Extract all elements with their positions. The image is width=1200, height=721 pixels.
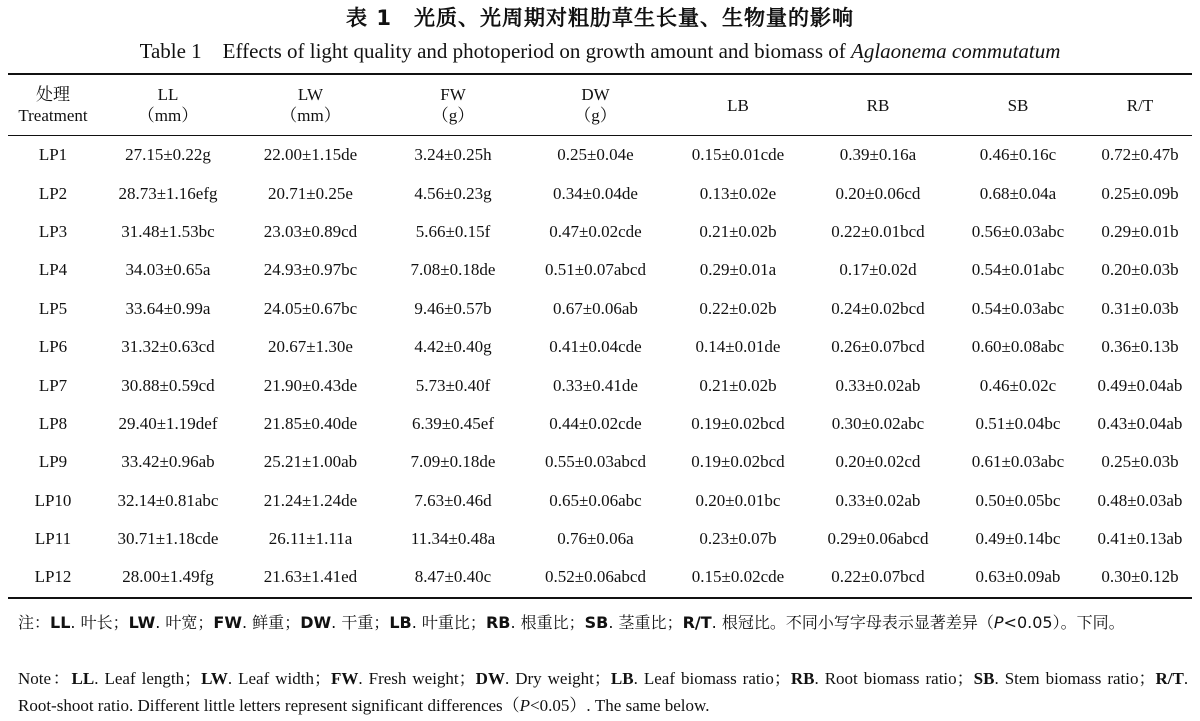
value-cell: 5.66±0.15f xyxy=(415,221,491,241)
table-row xyxy=(8,520,1192,558)
value-cell: 28.00±1.49fg xyxy=(122,567,214,587)
value-cell: 0.20±0.02cd xyxy=(835,452,921,472)
value-cell: 0.19±0.02bcd xyxy=(691,452,785,472)
abbreviation-meaning: 茎重比 xyxy=(618,613,667,632)
table-title-english-text: Table 1 Effects of light quality and photoperiod on growth amount and biomass of xyxy=(139,39,852,63)
treatment-cell: LP10 xyxy=(34,490,72,510)
value-cell: 30.71±1.18cde xyxy=(117,529,219,549)
value-cell: 28.73±1.16efg xyxy=(118,183,218,203)
abbreviation-meaning: Root biomass ratio xyxy=(824,669,957,688)
treatment-cell: LP9 xyxy=(38,452,68,472)
abbreviation: R/T xyxy=(1155,669,1184,688)
value-cell: 0.33±0.02ab xyxy=(835,490,921,510)
value-cell: 0.26±0.07bcd xyxy=(831,337,925,357)
value-cell: 0.22±0.07bcd xyxy=(831,567,925,587)
p-symbol: P xyxy=(519,696,531,715)
table-row xyxy=(8,251,1192,289)
value-cell: 8.47±0.40c xyxy=(414,567,492,587)
value-cell: 0.52±0.06abcd xyxy=(545,567,646,587)
table-row xyxy=(8,405,1192,443)
abbreviation: LL xyxy=(71,669,95,688)
note-label: Note： xyxy=(18,669,72,688)
table-row xyxy=(8,558,1192,597)
value-cell: 6.39±0.45ef xyxy=(411,413,495,433)
abbreviation: LW xyxy=(201,669,228,688)
results-table xyxy=(8,73,1192,599)
value-cell: 0.39±0.16a xyxy=(839,145,917,165)
treatment-cell: LP4 xyxy=(38,260,68,280)
value-cell: 0.56±0.03abc xyxy=(971,221,1065,241)
abbreviation: LW xyxy=(128,613,156,632)
value-cell: 21.85±0.40de xyxy=(263,413,358,433)
abbreviation: SB xyxy=(584,613,609,632)
value-cell: 0.15±0.02cde xyxy=(691,567,785,587)
treatment-cell: LP5 xyxy=(38,298,68,318)
value-cell: 0.67±0.06ab xyxy=(553,298,638,318)
column-header-label: FW xyxy=(440,85,466,104)
value-cell: 0.54±0.01abc xyxy=(971,260,1065,280)
value-cell: 0.43±0.04ab xyxy=(1097,413,1183,433)
value-cell: 33.42±0.96ab xyxy=(121,452,215,472)
abbreviation: LL xyxy=(50,613,71,632)
abbreviation: RB xyxy=(485,613,511,632)
abbreviation: R/T xyxy=(682,613,712,632)
value-cell: 4.42±0.40g xyxy=(414,337,492,357)
note-closing-text: ）。下同。 xyxy=(1052,613,1125,632)
value-cell: 0.51±0.04bc xyxy=(975,413,1061,433)
value-cell: 0.33±0.02ab xyxy=(835,375,921,395)
column-header-label: LL xyxy=(157,85,179,104)
value-cell: 0.20±0.03b xyxy=(1101,260,1179,280)
abbreviation-meaning: 叶宽 xyxy=(165,613,198,632)
value-cell: 20.67±1.30e xyxy=(268,337,353,357)
value-cell: 0.55±0.03abcd xyxy=(545,452,646,472)
value-cell: 27.15±0.22g xyxy=(125,145,211,165)
value-cell: 0.47±0.02cde xyxy=(549,221,642,241)
treatment-cell: LP1 xyxy=(38,145,68,165)
table-row xyxy=(8,136,1192,175)
column-header-label: LB xyxy=(727,95,749,115)
abbreviation-meaning: Dry weight xyxy=(515,669,594,688)
value-cell: 0.25±0.03b xyxy=(1101,452,1179,472)
species-name: Aglaonema commutatum xyxy=(851,39,1061,63)
abbreviation-meaning: 干重 xyxy=(341,613,374,632)
value-cell: 24.05±0.67bc xyxy=(263,298,358,318)
value-cell: 32.14±0.81abc xyxy=(117,490,219,510)
value-cell: 3.24±0.25h xyxy=(414,145,492,165)
value-cell: 21.90±0.43de xyxy=(263,375,358,395)
value-cell: 25.21±1.00ab xyxy=(263,452,358,472)
abbreviation: FW xyxy=(213,613,242,632)
p-threshold: <0.05 xyxy=(1003,613,1053,632)
note-closing-text: ）. The same below. xyxy=(569,696,710,715)
column-header-label: DW xyxy=(581,85,610,104)
value-cell: 21.63±1.41ed xyxy=(263,567,358,587)
value-cell: 0.22±0.02b xyxy=(699,298,777,318)
value-cell: 0.33±0.41de xyxy=(553,375,638,395)
value-cell: 30.88±0.59cd xyxy=(121,375,215,395)
abbreviation: LB xyxy=(389,613,412,632)
column-header xyxy=(523,74,668,136)
column-header-unit: （mm） xyxy=(137,106,199,125)
table-body xyxy=(8,136,1192,598)
treatment-cell: LP12 xyxy=(34,567,72,587)
column-header-label: LW xyxy=(297,85,324,104)
abbreviation: SB xyxy=(973,669,995,688)
value-cell: 0.76±0.06a xyxy=(557,529,634,549)
value-cell: 7.63±0.46d xyxy=(414,490,492,510)
column-header-unit: Treatment xyxy=(18,106,88,125)
value-cell: 0.54±0.03abc xyxy=(971,298,1065,318)
abbreviation-meaning: Leaf biomass ratio xyxy=(643,669,774,688)
abbreviation-meaning: 鲜重 xyxy=(252,613,285,632)
value-cell: 21.24±1.24de xyxy=(263,490,358,510)
table-row xyxy=(8,290,1192,328)
column-header xyxy=(668,74,808,136)
value-cell: 0.23±0.07b xyxy=(699,529,777,549)
value-cell: 0.29±0.01b xyxy=(1101,221,1179,241)
value-cell: 0.41±0.13ab xyxy=(1097,529,1183,549)
value-cell: 0.30±0.12b xyxy=(1101,567,1179,587)
value-cell: 0.30±0.02abc xyxy=(831,413,925,433)
treatment-cell: LP8 xyxy=(38,413,68,433)
value-cell: 33.64±0.99a xyxy=(125,298,211,318)
column-header xyxy=(808,74,948,136)
value-cell: 0.17±0.02d xyxy=(839,260,917,280)
abbreviation: FW xyxy=(330,669,359,688)
value-cell: 0.25±0.09b xyxy=(1101,183,1179,203)
value-cell: 11.34±0.48a xyxy=(410,529,496,549)
value-cell: 0.65±0.06abc xyxy=(549,490,642,510)
table-row xyxy=(8,482,1192,520)
value-cell: 0.48±0.03ab xyxy=(1097,490,1183,510)
value-cell: 0.63±0.09ab xyxy=(975,567,1061,587)
table-row xyxy=(8,213,1192,251)
value-cell: 0.61±0.03abc xyxy=(971,452,1065,472)
note-significance-text: 不同小写字母表示显著差异（ xyxy=(785,613,994,632)
value-cell: 0.44±0.02cde xyxy=(549,413,642,433)
treatment-cell: LP11 xyxy=(34,529,72,549)
footnote-chinese: 注：LL. 叶长；LW. 叶宽；FW. 鲜重；DW. 干重；LB. 叶重比；RB. 根重比；SB. 茎重比；R/T. 根冠比。不同小写字母表示显著差异（P<0.05）。下同。 xyxy=(18,613,1125,632)
column-header-label: RB xyxy=(866,95,890,115)
abbreviation-meaning: 叶重比 xyxy=(421,613,470,632)
abbreviation-meaning: Fresh weight xyxy=(368,669,459,688)
table-row xyxy=(8,174,1192,212)
column-header-unit: （mm） xyxy=(280,106,341,125)
value-cell: 0.22±0.01bcd xyxy=(831,221,925,241)
column-header xyxy=(383,74,523,136)
value-cell: 0.24±0.02bcd xyxy=(831,298,925,318)
footnote-english: Note：LL. Leaf length；LW. Leaf width；FW. Fresh weight；DW. Dry weight；LB. Leaf biomass ratio；RB. Root biomass ratio；SB. Stem biomass ratio；R/T. Root-shoot ratio. Different little letters represent significant differences（P<0.05）. The same below. xyxy=(18,669,1189,715)
value-cell: 31.48±1.53bc xyxy=(121,221,215,241)
abbreviation-meaning: Leaf length xyxy=(104,669,185,688)
treatment-cell: LP3 xyxy=(38,221,68,241)
table-header-row xyxy=(8,74,1192,136)
value-cell: 9.46±0.57b xyxy=(414,298,492,318)
value-cell: 0.46±0.16c xyxy=(979,145,1057,165)
value-cell: 0.36±0.13b xyxy=(1101,337,1179,357)
value-cell: 0.20±0.01bc xyxy=(695,490,781,510)
value-cell: 0.29±0.01a xyxy=(699,260,777,280)
value-cell: 31.32±0.63cd xyxy=(121,337,215,357)
value-cell: 4.56±0.23g xyxy=(414,183,492,203)
value-cell: 0.13±0.02e xyxy=(699,183,777,203)
column-header xyxy=(238,74,383,136)
column-header xyxy=(1088,74,1192,136)
value-cell: 0.29±0.06abcd xyxy=(827,529,929,549)
column-header-label: 处理 xyxy=(36,85,70,104)
value-cell: 34.03±0.65a xyxy=(125,260,211,280)
value-cell: 29.40±1.19def xyxy=(118,413,218,433)
value-cell: 0.49±0.14bc xyxy=(975,529,1061,549)
table-row xyxy=(8,328,1192,366)
column-header-unit: （g） xyxy=(431,106,475,125)
value-cell: 0.72±0.47b xyxy=(1101,145,1179,165)
abbreviation: LB xyxy=(610,669,634,688)
value-cell: 7.08±0.18de xyxy=(410,260,496,280)
table-title-chinese: 表 1 光质、光周期对粗肋草生长量、生物量的影响 xyxy=(346,6,854,30)
column-header-label: SB xyxy=(1007,95,1029,115)
value-cell: 5.73±0.40f xyxy=(415,375,491,395)
value-cell: 0.19±0.02bcd xyxy=(691,413,785,433)
treatment-cell: LP7 xyxy=(38,375,68,395)
column-header xyxy=(948,74,1088,136)
table-row xyxy=(8,443,1192,481)
value-cell: 26.11±1.11a xyxy=(268,529,353,549)
value-cell: 22.00±1.15de xyxy=(263,145,358,165)
value-cell: 0.21±0.02b xyxy=(699,221,777,241)
value-cell: 0.14±0.01de xyxy=(695,337,781,357)
value-cell: 0.31±0.03b xyxy=(1101,298,1179,318)
value-cell: 0.34±0.04de xyxy=(553,183,638,203)
note-label: 注： xyxy=(18,613,51,632)
value-cell: 0.51±0.07abcd xyxy=(545,260,646,280)
value-cell: 0.68±0.04a xyxy=(979,183,1057,203)
value-cell: 20.71±0.25e xyxy=(268,183,353,203)
p-symbol: P xyxy=(993,613,1004,632)
column-header-label: R/T xyxy=(1126,95,1154,115)
treatment-cell: LP2 xyxy=(38,183,68,203)
column-header xyxy=(8,74,98,136)
value-cell: 7.09±0.18de xyxy=(410,452,496,472)
value-cell: 0.46±0.02c xyxy=(979,375,1057,395)
column-header-unit: （g） xyxy=(574,106,617,125)
abbreviation-meaning: 叶长 xyxy=(80,613,113,632)
value-cell: 0.49±0.04ab xyxy=(1097,375,1183,395)
value-cell: 24.93±0.97bc xyxy=(263,260,358,280)
value-cell: 0.60±0.08abc xyxy=(971,337,1065,357)
note-significance-text: Different little letters represent significant differences（ xyxy=(137,696,520,715)
abbreviation-meaning: 根重比 xyxy=(520,613,569,632)
column-header xyxy=(98,74,238,136)
treatment-cell: LP6 xyxy=(38,337,68,357)
abbreviation: DW xyxy=(300,613,332,632)
value-cell: 0.50±0.05bc xyxy=(975,490,1061,510)
p-threshold: <0.05 xyxy=(530,696,570,715)
abbreviation: RB xyxy=(790,669,815,688)
abbreviation-meaning: Stem biomass ratio xyxy=(1004,669,1139,688)
table-row xyxy=(8,366,1192,404)
value-cell: 0.20±0.06cd xyxy=(835,183,921,203)
value-cell: 0.25±0.04e xyxy=(557,145,634,165)
abbreviation-meaning: Root-shoot ratio xyxy=(18,696,129,715)
abbreviation-meaning: Leaf width xyxy=(238,669,314,688)
table-title-english xyxy=(0,35,1200,65)
value-cell: 23.03±0.89cd xyxy=(263,221,358,241)
abbreviation-meaning: 根冠比 xyxy=(721,613,770,632)
value-cell: 0.21±0.02b xyxy=(699,375,777,395)
value-cell: 0.41±0.04cde xyxy=(549,337,642,357)
abbreviation: DW xyxy=(475,669,505,688)
value-cell: 0.15±0.01cde xyxy=(691,145,785,165)
